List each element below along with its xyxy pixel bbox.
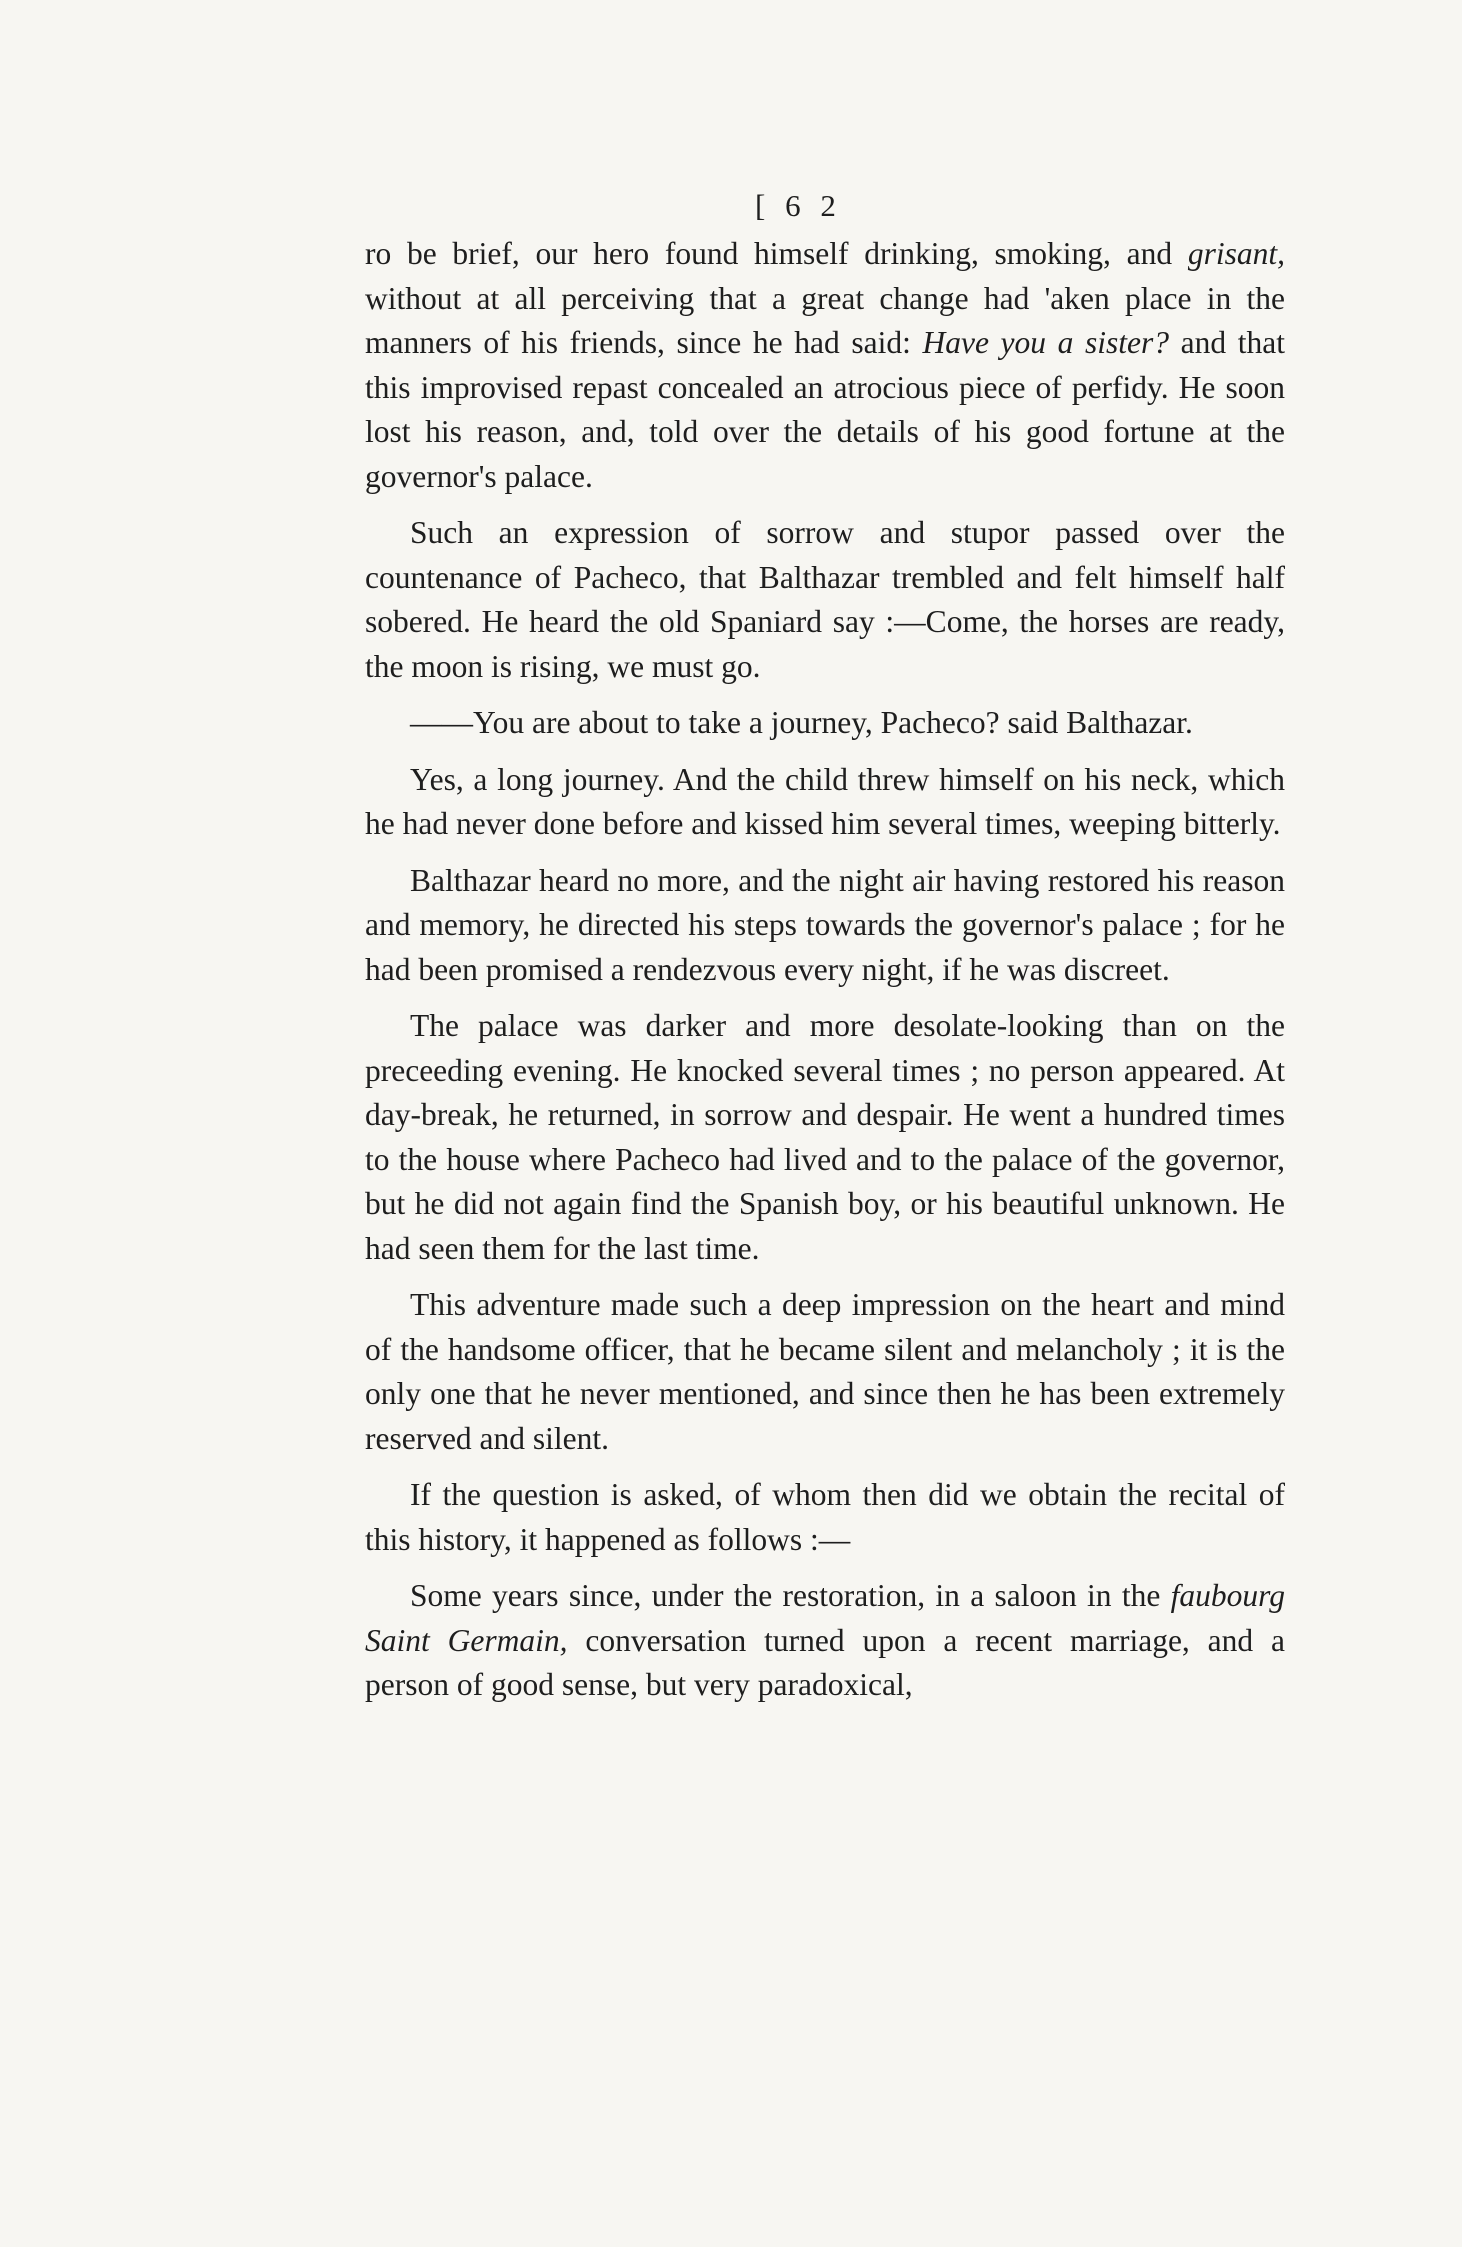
paragraph <box>365 232 1285 499</box>
text-run: Balthazar heard no more, and the night air having restored his reason and memory, he directed his steps towards the governor's palace ; for he had been promised a rendezvous every night, if he was discreet. <box>365 862 1285 987</box>
text-run: Some years since, under the restoration, in a saloon in the <box>410 1578 1171 1613</box>
paragraph <box>365 1004 1285 1271</box>
text-run: without at all perceiving that a great change had 'aken place in the manners of his friends, since he had said: <box>365 280 1285 360</box>
text-run: ro be brief, our hero found himself drinking, smoking, and <box>365 236 1188 271</box>
text-run: This adventure made such a deep impression on the heart and mind of the handsome officer, that he became silent and melancholy ; it is the only one that he never mentioned, and since then he has been extremely reserved and silent. <box>365 1287 1285 1456</box>
italic-text: grisant, <box>1187 236 1285 271</box>
text-run: Such an expression of sorrow and stupor passed over the countenance of Pacheco, that Balthazar trembled and felt himself half sobered. He heard the old Spaniard say :—Come, the horses are ready, the moon is rising, we must go. <box>365 515 1285 684</box>
paragraph <box>365 701 1285 746</box>
paragraph <box>365 859 1285 993</box>
paragraph <box>365 1473 1285 1562</box>
paragraph <box>365 758 1285 847</box>
body-text <box>365 232 1285 1708</box>
text-run: ——You are about to take a journey, Pacheco? said Balthazar. <box>410 705 1193 740</box>
italic-text: faubourg Saint Germain, <box>365 1578 1285 1658</box>
text-run: If the question is asked, of whom then did we obtain the recital of this history, it happened as follows :— <box>365 1477 1285 1557</box>
text-run: Yes, a long journey. And the child threw himself on his neck, which he had never done before and kissed him several times, weeping bitterly. <box>365 761 1285 841</box>
paragraph <box>365 511 1285 689</box>
paragraph <box>365 1283 1285 1461</box>
text-run: conversation turned upon a recent marriage, and a person of good sense, but very paradoxical, <box>365 1622 1285 1702</box>
page-number: [ 6 2 <box>755 188 842 223</box>
paragraph <box>365 1574 1285 1708</box>
text-run: The palace was darker and more desolate-looking than on the preceeding evening. He knocked several times ; no person appeared. At day-break, he returned, in sorrow and despair. He went a hundred times to the house where Pacheco had lived and to the palace of the governor, but he did not again find the Spanish boy, or his beautiful unknown. He had seen them for the last time. <box>365 1008 1285 1266</box>
text-run: and that this improvised repast concealed an atrocious piece of perfidy. He soon lost his reason, and, told over the details of his good fortune at the governor's palace. <box>365 325 1286 494</box>
italic-text: Have you a sister? <box>922 325 1170 360</box>
